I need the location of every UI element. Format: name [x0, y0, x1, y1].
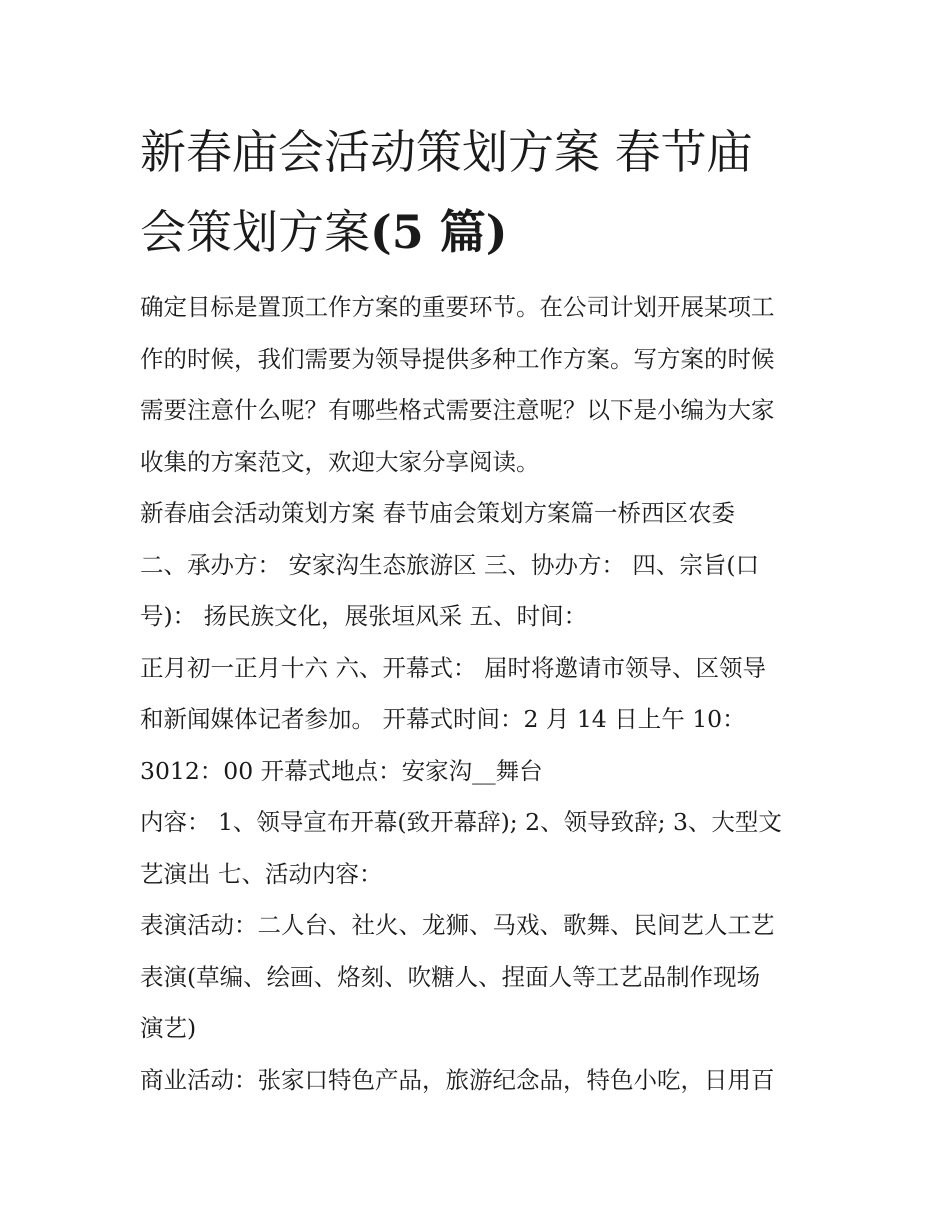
text-line: 表演(草编、绘画、烙刻、吹糖人、捏面人等工艺品制作现场 [140, 962, 761, 991]
text-line: 确定目标是置顶工作方案的重要环节。在公司计划开展某项工 [140, 293, 775, 321]
text-line: 3012：00 开幕式地点：安家沟__舞台 [140, 756, 543, 785]
paragraph-location [140, 746, 820, 798]
title-line-2-count: (5 篇) [370, 205, 508, 259]
text-line: 需要注意什么呢？有哪些格式需要注意呢？以下是小编为大家 [140, 396, 775, 424]
text-line: 号)： 扬民族文化，展张垣风采 五、时间： [140, 602, 588, 630]
title-line-2 [140, 192, 820, 272]
paragraph-intro [140, 282, 820, 488]
paragraph-performances [140, 900, 820, 1055]
document-content [140, 112, 820, 1106]
text-line: 艺演出 七、活动内容： [140, 859, 383, 888]
paragraph-opening [140, 643, 820, 746]
text-line: 正月初一正月十六 六、开幕式： 届时将邀请市领导、区领导 [140, 653, 766, 682]
document-title [140, 112, 820, 272]
paragraph-commerce [140, 1055, 820, 1107]
text-line: 收集的方案范文，欢迎大家分享阅读。 [140, 447, 540, 476]
text-line: 内容： 1、领导宣布开幕(致开幕辞); 2、领导致辞; 3、大型文 [140, 808, 782, 836]
paragraph-ceremony-content [140, 797, 820, 900]
text-line: 表演活动：二人台、社火、龙狮、马戏、歌舞、民间艺人工艺 [140, 911, 775, 939]
text-line: 作的时候，我们需要为领导提供多种工作方案。写方案的时候 [140, 344, 775, 373]
title-line-2-text: 会策划方案 [140, 205, 370, 259]
text-line: 二、承办方： 安家沟生态旅游区 三、协办方： 四、宗旨(口 [140, 550, 760, 579]
paragraph-organizer [140, 488, 820, 540]
text-line: 和新闻媒体记者参加。 开幕式时间：2 月 14 日上午 10： [140, 705, 746, 733]
document-body [140, 282, 820, 1106]
title-line-1: 新春庙会活动策划方案 春节庙 [140, 125, 753, 179]
text-line: 商业活动：张家口特色产品，旅游纪念品，特色小吃，日用百 [140, 1065, 775, 1094]
paragraph-host [140, 540, 820, 643]
text-line: 演艺) [140, 1014, 197, 1042]
text-line: 新春庙会活动策划方案 春节庙会策划方案篇一桥西区农委 [140, 499, 735, 527]
